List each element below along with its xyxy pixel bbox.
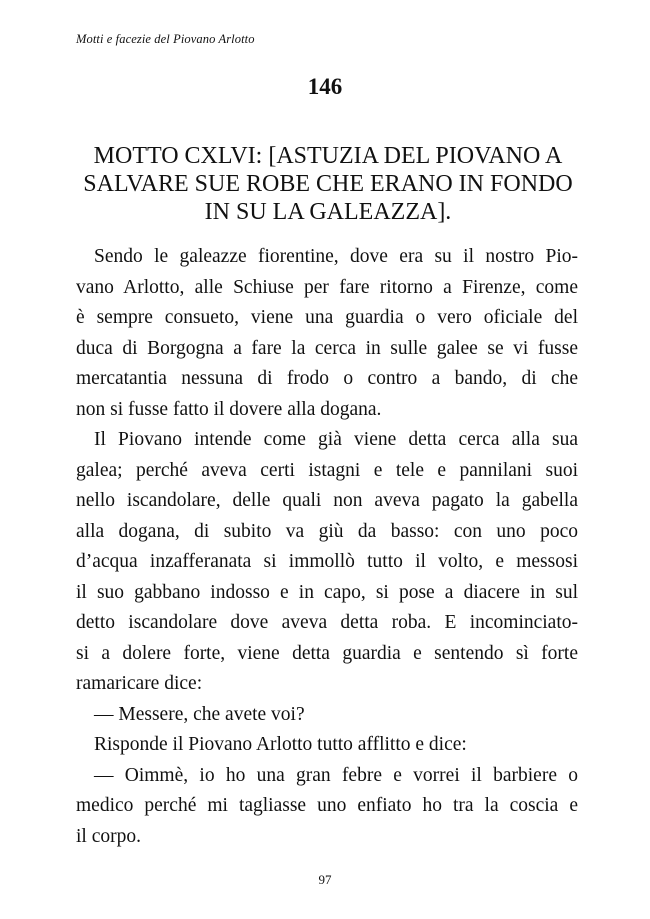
text-line: non si fusse fatto il dovere alla dogana.	[76, 398, 382, 420]
text-line: galea; perché aveva certi istagni e tele e pannilani suoi	[76, 459, 578, 481]
text-line: nello iscandolare, delle quali non aveva pagato la gabella	[76, 490, 578, 511]
paragraph	[76, 730, 578, 761]
text-line: — Messere, che avete voi?	[94, 703, 305, 725]
motto-title	[70, 142, 586, 226]
body-text	[76, 242, 578, 852]
text-line: duca di Borgogna a fare la cerca in sulle galee se vi fusse	[76, 337, 578, 359]
text-line: — Oimmè, io ho una gran febre e vorrei il barbiere o	[94, 764, 578, 786]
motto-title-line: IN SU LA GALEAZZA].	[204, 199, 452, 225]
text-line: si a dolere forte, viene detta guardia e sentendo sì forte	[76, 642, 578, 664]
running-header: Motti e facezie del Piovano Arlotto	[76, 32, 255, 46]
text-line: mercatantia nessuna di frodo o contro a bando, di che	[76, 368, 578, 389]
motto-title-line: SALVARE SUE ROBE CHE ERANO IN FONDO	[83, 171, 573, 197]
text-line: Risponde il Piovano Arlotto tutto afflitto e dice:	[94, 734, 467, 755]
paragraph	[76, 700, 578, 731]
text-line: il corpo.	[76, 825, 141, 847]
text-line: vano Arlotto, alle Schiuse per fare ritorno a Firenze, come	[76, 276, 578, 298]
text-line: Sendo le galeazze fiorentine, dove era su il nostro Pio-	[94, 246, 578, 267]
page-number: 97	[318, 872, 332, 887]
text-line: è sempre consueto, viene una guardia o vero oficiale del	[76, 307, 578, 328]
text-line: medico perché mi tagliasse uno enfiato ho tra la coscia e	[76, 795, 578, 816]
text-line: d’acqua inzafferanata si immollò tutto il volto, e messosi	[76, 551, 578, 572]
text-line: alla dogana, di subito va giù da basso: con uno poco	[76, 520, 578, 542]
paragraph	[76, 242, 578, 425]
paragraph	[76, 761, 578, 853]
motto-title-line: MOTTO CXLVI: [ASTUZIA DEL PIOVANO A	[93, 143, 563, 169]
chapter-number: 146	[307, 74, 343, 99]
text-line: ramaricare dice:	[76, 673, 203, 694]
text-line: il suo gabbano indosso e in capo, si pose a diacere in sul	[76, 581, 578, 603]
text-line: Il Piovano intende come già viene detta cerca alla sua	[94, 429, 578, 450]
text-line: detto iscandolare dove aveva detta roba. E incominciato-	[76, 612, 578, 633]
paragraph	[76, 425, 578, 700]
